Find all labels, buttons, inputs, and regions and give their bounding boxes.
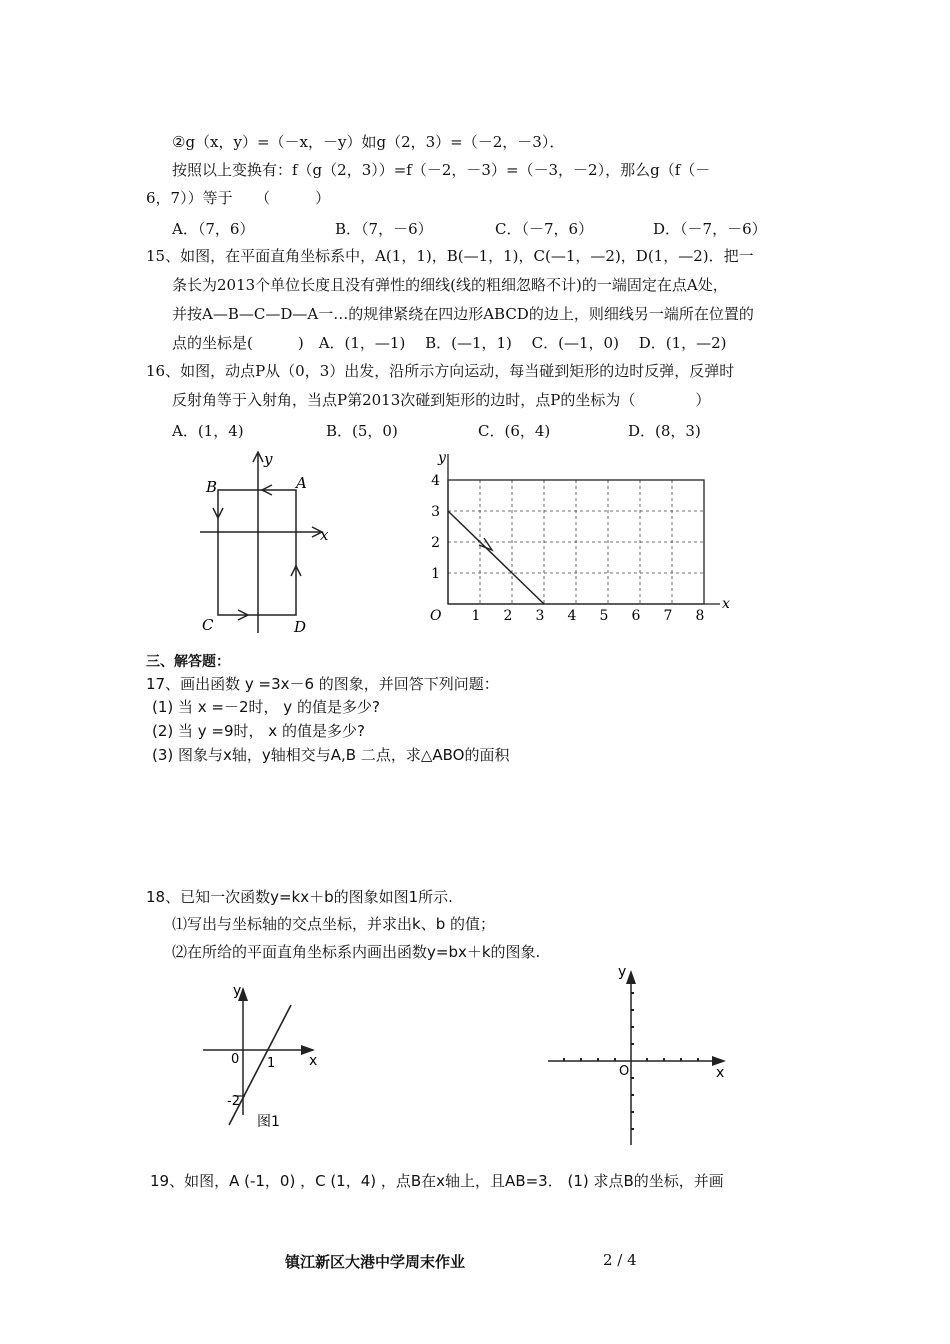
q16-option-b: B．(5，0) [326, 422, 398, 440]
path-arrow [479, 538, 492, 550]
label-origin: 0 [231, 1052, 240, 1067]
label-y: y [264, 450, 273, 468]
q14-option-c: C．（－7，6） [495, 220, 594, 238]
y-tick-1: 1 [431, 566, 440, 582]
q14-line2: 按照以上变换有：f（g（2，3））=f（－2，－3）=（－3，－2），那么g（f（－ [172, 161, 711, 179]
y-tick-3: 3 [431, 504, 440, 520]
y-tick-4: 4 [431, 473, 440, 489]
q18-sub1: ⑴写出与坐标轴的交点坐标，并求出k、b 的值； [172, 915, 495, 933]
q14-option-a: A．（7，6） [172, 220, 255, 238]
x-tick-3: 3 [535, 608, 545, 624]
q19-line1: 19、如图，A (-1，0) ，C (1，4) ，点B在x轴上，且AB=3． (1) 求点B的坐标，并画 [150, 1172, 724, 1190]
section-title: 三、解答题： [146, 654, 230, 670]
label-x: x [309, 1053, 318, 1069]
q18-line1: 18、已知一次函数y=kx＋b的图象如图1所示. [146, 888, 453, 906]
page-number: 2 / 4 [603, 1251, 637, 1269]
x-tick-7: 7 [663, 608, 673, 624]
x-tick-6: 6 [631, 608, 641, 624]
q14-option-b: B．（7，－6） [335, 220, 433, 238]
q17-line1: 17、画出函数 y =3x－6 的图象，并回答下列问题： [146, 675, 499, 693]
q16-line1: 16、如图，动点P从（0，3）出发，沿所示方向运动，每当碰到矩形的边时反弹，反弹时 [146, 362, 735, 380]
label-x: x [722, 596, 730, 612]
q18-figure-1 [195, 975, 335, 1135]
y-axis-arrow [626, 970, 636, 984]
q14-line1: ②g（x，y）=（－x，－y）如g（2，3）=（－2，－3）． [172, 133, 565, 151]
label-x: x [716, 1065, 725, 1081]
q15-line2: 条长为2013个单位长度且没有弹性的细线(线的粗细忽略不计)的一端固定在点A处， [172, 276, 728, 294]
x-tick-1: 1 [471, 608, 481, 624]
label-a: A [296, 474, 307, 492]
q18-blank-coordinate-system [540, 962, 740, 1152]
label-y: y [438, 450, 446, 466]
label-b: B [206, 478, 218, 496]
q17-sub1: (1) 当 x =－2时， y 的值是多少? [152, 698, 380, 716]
label-y: y [233, 983, 242, 999]
rectangle-abcd [218, 490, 296, 615]
label-x: x [320, 526, 329, 544]
label-neg2: -2 [227, 1094, 240, 1109]
label-origin: O [619, 1064, 630, 1079]
q15-line3: 并按A—B—C—D—A一…的规律紧绕在四边形ABCD的边上，则细线另一端所在位置的 [172, 305, 754, 323]
q16-option-d: D．(8，3) [628, 422, 701, 440]
q14-line3: 6，7））等于 （ ） [146, 189, 331, 207]
q16-line2: 反射角等于入射角，当点P第2013次碰到矩形的边时，点P的坐标为（ ） [172, 391, 711, 409]
y-tick-labels [431, 473, 440, 582]
y-tick-2: 2 [431, 535, 440, 551]
figure-caption: 图1 [257, 1114, 280, 1130]
label-y: y [618, 964, 627, 980]
q15-figure [190, 448, 340, 638]
label-origin: O [430, 608, 442, 624]
x-tick-4: 4 [567, 608, 577, 624]
x-tick-labels [472, 608, 705, 624]
q17-sub2: (2) 当 y =9时， x 的值是多少? [152, 722, 365, 740]
q15-line4: 点的坐标是( ) A．(1，—1) B．(—1，1) C．(—1，0) D．(1，—2) [172, 334, 727, 352]
path-p [448, 511, 544, 604]
label-c: C [202, 616, 214, 634]
footer-school: 镇江新区大港中学周末作业 [285, 1253, 466, 1271]
q16-option-c: C．(6，4) [478, 422, 551, 440]
q17-sub3: (3) 图象与x轴，y轴相交与A,B 二点，求△ABO的面积 [152, 746, 510, 764]
q16-option-a: A．(1，4) [172, 422, 244, 440]
q16-figure [420, 446, 740, 626]
label-one: 1 [267, 1056, 276, 1071]
x-tick-2: 2 [503, 608, 513, 624]
q15-line1: 15、如图，在平面直角坐标系中，A(1，1)，B(—1，1)，C(—1，—2)，D(1，—2)．把一 [146, 247, 754, 265]
x-tick-8: 8 [695, 608, 705, 624]
q14-option-d: D．（－7，－6） [653, 220, 767, 238]
label-d: D [294, 618, 307, 636]
q18-sub2: ⑵在所给的平面直角坐标系内画出函数y=bx＋k的图象. [172, 943, 541, 961]
x-tick-5: 5 [599, 608, 609, 624]
